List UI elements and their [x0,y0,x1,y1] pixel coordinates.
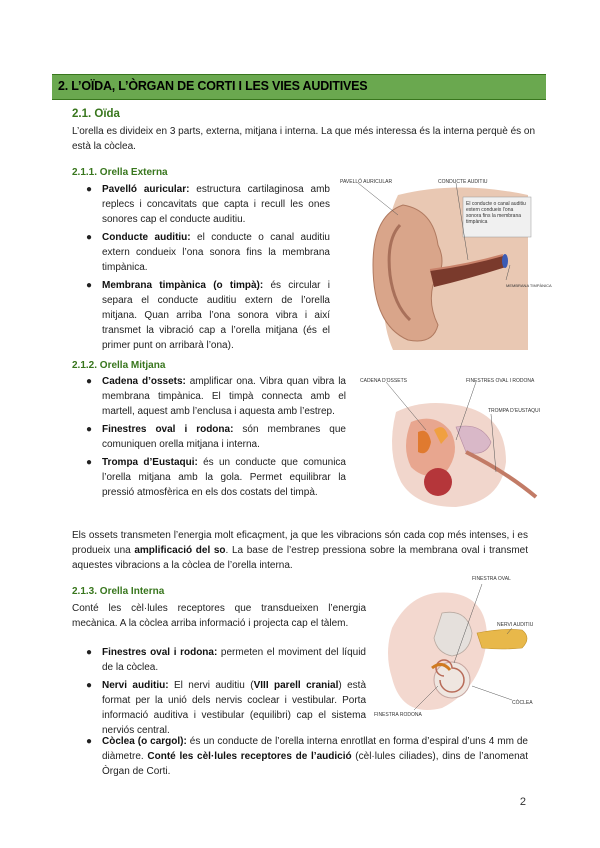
subsection-title-oida: 2.1. Oïda [72,108,120,120]
label-pavello: PAVELLÓ AURICULAR [340,179,393,185]
list-item: ● Nervi auditiu: El nervi auditiu (VIII parell cranial) està format per la unió dels nervis coclear i vestibular. Porta informació auditiva i vestibular (equilibri) cap el sistema nerviós central. [86,680,367,736]
list-item: ● Còclea (o cargol): és un conducte de l’orella interna enrotllat en forma d’espiral d’uns 4 mm de diàmetre. Conté les cèl·lules receptores de l’audició (cèl·lules ciliades), dins de l’anomenat Òrgan de Corti. [86,736,529,777]
label-nervi-auditiu: NERVI AUDITIU [497,622,534,628]
list-item: ● Pavelló auricular: estructura cartilaginosa amb replecs i concavitats que capta i recull les ones sonores cap el conducte auditiu. [86,184,330,225]
heading-orella-mitjana: 2.1.2. Orella Mitjana [72,360,166,371]
list-orella-interna [72,645,366,741]
label-finestres: FINESTRES OVAL I RODONA [466,378,535,384]
middle-ear-figure [356,372,542,512]
label-finestra-oval: FINESTRA OVAL [472,576,511,582]
inner-ear-intro: Conté les cèl·lules receptores que transdueixen l’energia mecànica. A la còclea arriba informació i projecta cap el tàlem. [72,603,366,629]
list-item: ● Trompa d’Eustaqui: és un conducte que comunica l’orella mitjana amb la gola. Permet equilibrar la pressió atmosfèrica en els dos costats del timpà. [86,457,346,498]
list-item: ● Finestres oval i rodona: són membranes que comuniquen orella mitjana i interna. [86,424,346,450]
list-item: ● Cadena d’ossets: amplificar ona. Vibra quan vibra la membrana timpànica. El timpà connecta amb el martell, aquest amb l’enclusa i aquesta amb l’estrep. [86,376,346,417]
list-item: ● Finestres oval i rodona: permeten el moviment del líquid de la còclea. [86,647,366,673]
list-orella-externa [72,182,330,356]
label-trompa: TROMPA D’EUSTAQUI [488,408,541,414]
label-cadena: CADENA D’OSSETS [360,378,407,384]
section-header-bar [52,74,546,100]
label-membrana: MEMBRANA TIMPÀNICA [506,283,552,288]
list-item: ● Membrana timpànica (o timpà): és circular i separa el conducte auditiu extern de l’orella mitjana. Quan arriba l’ona sonora vibra i així transmet la vibració cap a l’orella mitjana (és el primer punt on arribarà l’ona). [86,280,330,351]
label-conducte: CONDUCTE AUDITIU [438,179,488,185]
section-title: 2. L’OÏDA, L’ÒRGAN DE CORTI I LES VIES AUDITIVES [58,79,368,93]
list-item: ● Conducte auditiu: el conducte o canal auditiu extern condueix l’ona sonora fins la membrana timpànica. [86,232,330,273]
inner-ear-figure [372,568,540,726]
list-coclea [72,734,528,782]
heading-orella-interna: 2.1.3. Orella Interna [72,586,165,597]
intro-paragraph: L’orella es divideix en 3 parts, externa, mitjana i interna. La que més interessa és la interna perquè és on està la còclea. [72,126,536,152]
callout-text: El conducte o canal auditiu extern condueix l’ona sonora fins la membrana timpànica [466,201,526,225]
ossicles-paragraph: Els ossets transmeten l’energia molt eficaçment, ja que les vibracions són cada cop més intenses, i es produeix una amplificació del so. La base de l’estrep pressiona sobre la membrana oval i transmet aquestes vibracions a la còclea de l’orella interna. [72,530,528,571]
page-number: 2 [519,796,526,808]
list-orella-mitjana [72,374,346,503]
heading-orella-externa: 2.1.1. Orella Externa [72,167,168,178]
label-finestra-rodona: FINESTRA RODONA [374,712,422,718]
label-coclea: CÒCLEA [512,700,533,706]
outer-ear-figure [338,175,552,350]
